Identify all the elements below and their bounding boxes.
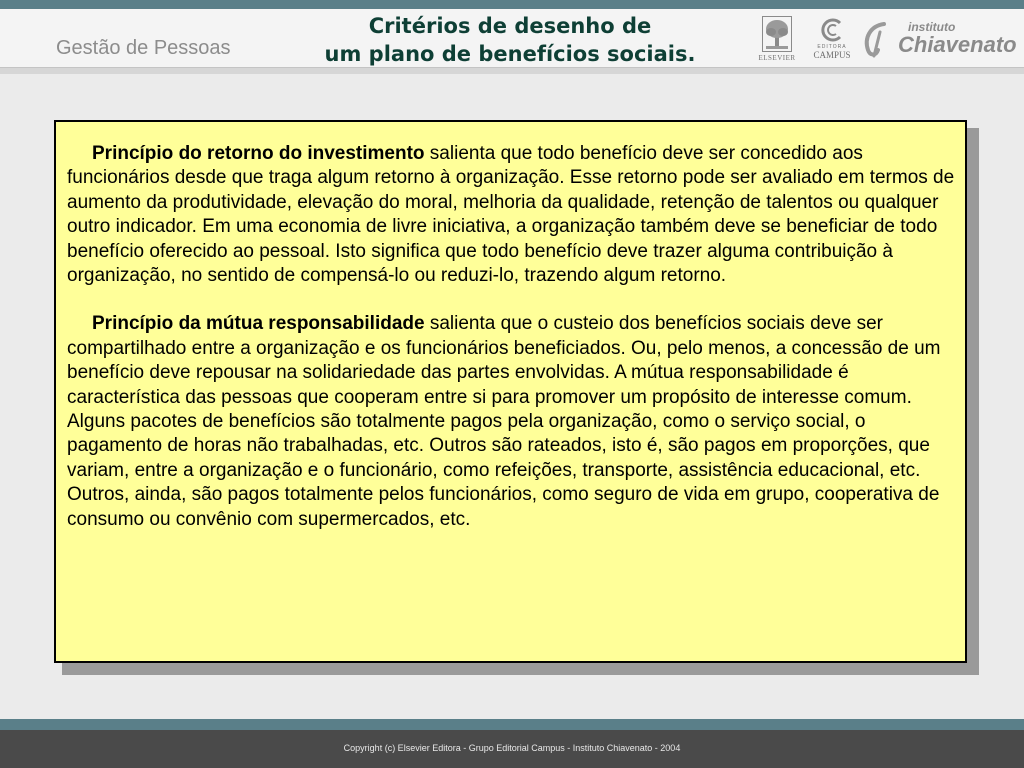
chiavenato-logo-subtext: instituto — [908, 20, 956, 34]
principle-body: salienta que o custeio dos benefícios sociais deve ser compartilhado entre a organização e os funcionários beneficiados. Ou, pelo menos, a concessão de um benefício deve repousar na solidariedade das partes envolvidas. A mútua responsabilidade é característica das pessoas que cooperam entre si para promover um propósito de interesse comum. Alguns pacotes de benefícios são totalmente pagos pela organização, como o serviço social, o pagamento de horas não trabalhadas, etc. Outros são rateados, isto é, são pagos em proporções, que variam, entre a organização e o funcionário, como refeições, transporte, assistência educacional, etc. Outros, ainda, são pagos totalmente pelos funcionários, como seguro de vida em grupo, cooperativa de consumo ou convênio com supermercados, etc. — [67, 313, 941, 530]
slide-title-line-1: Critérios de desenho de — [368, 14, 652, 38]
campus-logo-subtext: EDITORA — [817, 44, 847, 50]
footer-accent-bar — [0, 719, 1024, 730]
slide-title-line-2: um plano de benefícios sociais. — [324, 42, 696, 66]
principle-heading: Princípio do retorno do investimento — [92, 143, 425, 164]
copyright-text: Copyright (c) Elsevier Editora - Grupo Editorial Campus - Instituto Chiavenato - 2004 — [343, 743, 681, 753]
elsevier-logo-text: ELSEVIER — [758, 54, 796, 62]
principle-heading: Princípio da mútua responsabilidade — [92, 313, 425, 335]
elsevier-tree-icon — [762, 16, 792, 52]
slide-title — [270, 12, 750, 68]
chiavenato-logo-text: Chiavenato — [898, 32, 1017, 57]
campus-logo — [808, 18, 856, 64]
header-divider — [0, 67, 1024, 74]
campus-logo-icon — [818, 18, 846, 42]
course-title: Gestão de Pessoas — [56, 37, 231, 59]
chiavenato-logo — [862, 20, 1017, 60]
paragraph-return-on-investment — [67, 142, 955, 288]
elsevier-logo — [756, 16, 798, 64]
paragraph-mutual-responsibility — [67, 312, 955, 532]
slide-footer — [0, 730, 1024, 768]
chiavenato-logo-icon — [862, 20, 894, 58]
campus-logo-text: CAMPUS — [813, 50, 851, 60]
content-text-box — [54, 120, 967, 663]
principle-body: salienta que todo benefício deve ser concedido aos funcionários desde que traga algum retorno à organização. Esse retorno pode ser avaliado em termos de aumento da produtividade, elevação do moral, melhoria da qualidade, retenção de talentos ou qualquer outro indicador. Em uma economia de livre iniciativa, a organização também deve se beneficiar de todo benefício oferecido ao pessoal. Isto significa que todo benefício deve trazer alguma contribuição à organização, no sentido de compensá-lo ou reduzi-lo, trazendo algum retorno. — [67, 143, 955, 287]
top-accent-bar — [0, 0, 1024, 9]
